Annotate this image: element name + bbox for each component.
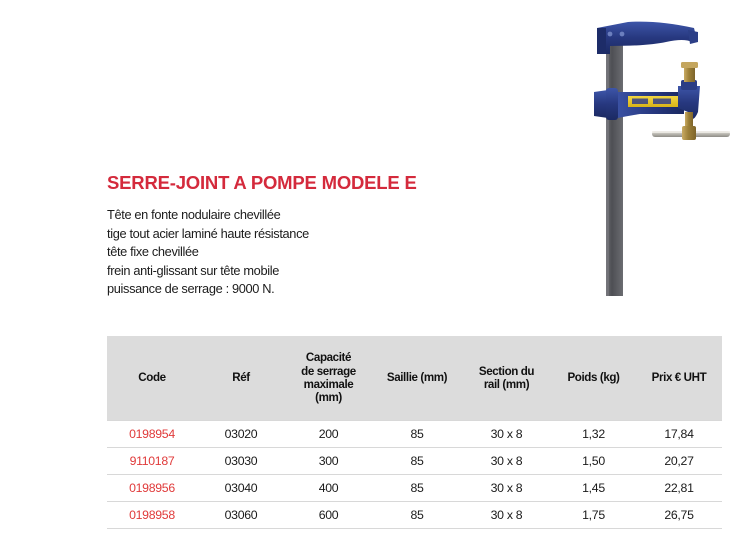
description-line: tête fixe chevillée (107, 244, 199, 260)
bar-clamp-illustration (588, 8, 740, 308)
header-line: Prix € UHT (651, 371, 707, 385)
cell-capacite: 600 (285, 502, 372, 529)
cell-saillie: 85 (372, 502, 462, 529)
table-row (107, 475, 722, 502)
cell-poids: 1,50 (551, 448, 636, 475)
column-header-prix (636, 336, 722, 421)
table-row (107, 448, 722, 475)
cell-saillie: 85 (372, 421, 462, 448)
cell-poids: 1,32 (551, 421, 636, 448)
cell-saillie: 85 (372, 448, 462, 475)
cell-code: 9110187 (107, 448, 197, 475)
column-header-ref (197, 336, 285, 421)
cell-poids: 1,75 (551, 502, 636, 529)
description-line: frein anti-glissant sur tête mobile (107, 262, 279, 278)
table-row (107, 421, 722, 448)
product-description (107, 206, 527, 299)
description-line: puissance de serrage : 9000 N. (107, 281, 275, 297)
cell-section: 30 x 8 (462, 502, 551, 529)
cell-code: 0198958 (107, 502, 197, 529)
description-line: tige tout acier laminé haute résistance (107, 225, 309, 241)
table-header-row (107, 336, 722, 421)
description-line: Tête en fonte nodulaire chevillée (107, 207, 281, 222)
cell-prix: 26,75 (636, 502, 722, 529)
cell-section: 30 x 8 (462, 421, 551, 448)
cell-capacite: 400 (285, 475, 372, 502)
cell-ref: 03020 (197, 421, 285, 448)
table-row (107, 502, 722, 529)
header-line: rail (mm) (483, 378, 530, 391)
cell-poids: 1,45 (551, 475, 636, 502)
header-line: (mm) (315, 391, 342, 405)
header-line: Capacité (305, 351, 352, 365)
column-header-capacite (285, 336, 372, 421)
header-line: Section du (478, 364, 535, 378)
cell-ref: 03040 (197, 475, 285, 502)
header-line: Saillie (mm) (386, 371, 448, 385)
header-line: maximale (303, 378, 354, 391)
header-line: de serrage (301, 364, 356, 378)
cell-section: 30 x 8 (462, 448, 551, 475)
header-line: Code (138, 371, 166, 385)
column-header-saillie (372, 336, 462, 421)
cell-capacite: 300 (285, 448, 372, 475)
header-line: Réf (232, 371, 250, 385)
cell-code: 0198956 (107, 475, 197, 502)
cell-saillie: 85 (372, 475, 462, 502)
clamp-t-handle (652, 126, 730, 140)
page-title: SERRE-JOINT A POMPE MODELE E (107, 172, 417, 193)
column-header-poids (551, 336, 636, 421)
bar-clamp-photo (588, 8, 740, 308)
cell-section: 30 x 8 (462, 475, 551, 502)
cell-prix: 22,81 (636, 475, 722, 502)
header-line: Poids (kg) (567, 371, 620, 385)
cell-prix: 17,84 (636, 421, 722, 448)
cell-ref: 03030 (197, 448, 285, 475)
cell-prix: 20,27 (636, 448, 722, 475)
column-header-section (462, 336, 551, 421)
column-header-code (107, 336, 197, 421)
specifications-table (107, 336, 722, 529)
cell-code: 0198954 (107, 421, 197, 448)
cell-ref: 03060 (197, 502, 285, 529)
cell-capacite: 200 (285, 421, 372, 448)
